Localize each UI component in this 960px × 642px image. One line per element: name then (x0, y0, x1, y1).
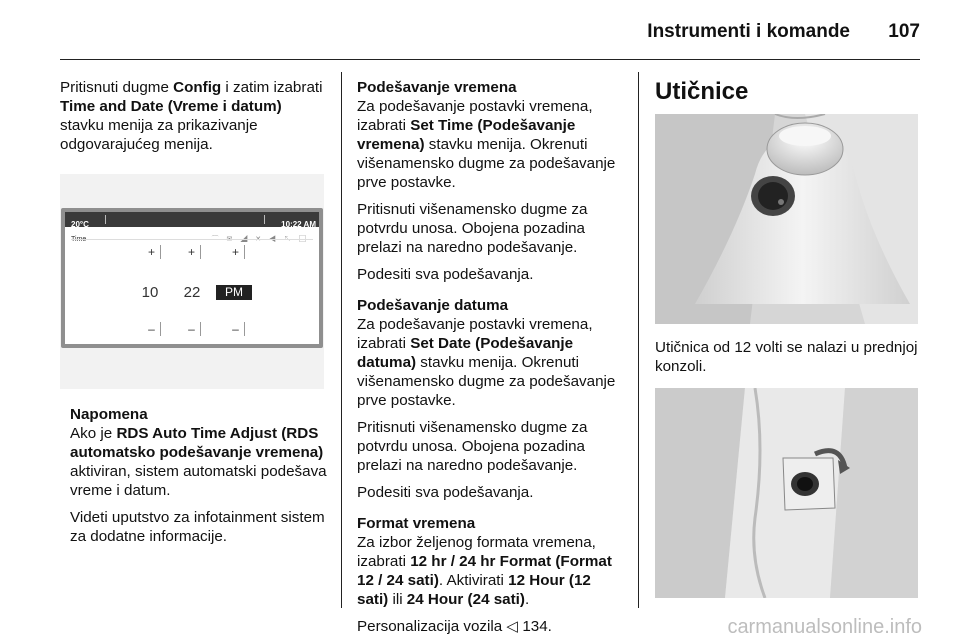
temperature-readout: 20°C (71, 220, 89, 229)
page-number: 107 (888, 21, 920, 42)
paragraph: Za podešavanje postavki vremena, izabrati Set Time (Podešavanje vremena) stavku menija. Okrenuti višenamensko dugme za podešavanje prve postavke. (357, 98, 616, 191)
note-title: Napomena (70, 406, 148, 423)
set-time-term: Set Time (Podešavanje vremena) (357, 117, 576, 153)
rear-outlet-photo (655, 388, 918, 598)
screen-bezel (61, 208, 323, 348)
rds-term: RDS Auto Time Adjust (RDS automatsko podešavanje vremena) (70, 425, 324, 461)
paragraph: Pritisnuti višenamensko dugme za potvrdu unosa. Obojena pozadina prelazi na naredno podešavanje. (357, 419, 588, 474)
minute-plus-button: + (183, 245, 201, 259)
ampm-minus-button: – (227, 322, 245, 336)
page-reference-arrow-icon: ◁ (506, 618, 519, 635)
page-header (60, 18, 920, 58)
section-heading: Format vremena (357, 515, 476, 532)
outlet-caption: Utičnica od 12 volti se nalazi u prednjoj konzoli. (655, 339, 918, 375)
paragraph: Pritisnuti višenamensko dugme za potvrdu unosa. Obojena pozadina prelazi na naredno podešavanje. (357, 201, 588, 256)
section-heading: Podešavanje datuma (357, 297, 509, 314)
hour-minus-button: – (143, 322, 161, 336)
paragraph: Podesiti sva podešavanja. (357, 266, 534, 283)
ampm-value: PM (216, 285, 252, 300)
paragraph: Podesiti sva podešavanja. (357, 484, 534, 501)
watermark: carmanualsonline.info (727, 616, 922, 638)
screen-divider (71, 239, 313, 240)
screen-display (65, 212, 319, 344)
format-term: 12 hr / 24 hr Format (Format 12 / 24 sati) (357, 553, 612, 589)
12-hour-term: 12 Hour (12 sati) (357, 572, 591, 608)
intro-paragraph: Pritisnuti dugme Config i zatim izabrati Time and Date (Vreme i datum) stavku menija za prikazivanje odgovarajućeg menija. (60, 79, 323, 153)
hour-value: 10 (141, 284, 159, 301)
header-title: Instrumenti i komande (647, 21, 850, 42)
section-time (357, 78, 625, 284)
cross-reference: Personalizacija vozila ◁ 134. (357, 618, 552, 635)
minute-minus-button: – (183, 322, 201, 336)
time-date-term: Time and Date (Vreme i datum) (60, 98, 282, 115)
24-hour-term: 24 Hour (24 sati) (406, 591, 525, 608)
column-3 (655, 78, 923, 598)
column-1 (60, 78, 328, 554)
infotainment-screen-figure (60, 174, 324, 389)
header-rule (60, 59, 920, 60)
column-2 (357, 78, 625, 642)
note-paragraph-2: Videti uputstvo za infotainment sistem za dodatne informacije. (70, 509, 325, 545)
hour-plus-button: + (143, 245, 161, 259)
section-heading-large: Utičnice (655, 78, 749, 105)
note-paragraph: Ako je RDS Auto Time Adjust (RDS automatsko podešavanje vremena) aktiviran, sistem automatski podešava vreme i datum. (70, 425, 327, 499)
ampm-plus-button: + (227, 245, 245, 259)
paragraph: Za izbor željenog formata vremena, izabrati 12 hr / 24 hr Format (Format 12 / 24 sati). Aktivirati 12 Hour (12 sati) ili 24 Hour (24 sati). (357, 534, 612, 608)
status-bar (65, 212, 319, 227)
note-block (60, 405, 328, 546)
set-date-term: Set Date (Podešavanje datuma) (357, 335, 574, 371)
section-date (357, 296, 625, 502)
clock-readout: 10:22 AM (281, 220, 316, 229)
minute-value: 22 (183, 284, 201, 301)
column-divider-1 (341, 72, 342, 608)
paragraph: Za podešavanje postavki vremena, izabrati Set Date (Podešavanje datuma) stavku menija. Okrenuti višenamensko dugme za podešavanje prve postavke. (357, 316, 616, 409)
column-divider-2 (638, 72, 639, 608)
status-bar-separator (264, 215, 265, 224)
status-bar-separator (105, 215, 106, 224)
console-outlet-photo (655, 114, 918, 324)
section-heading: Podešavanje vremena (357, 79, 517, 96)
section-format (357, 514, 625, 636)
config-term: Config (173, 79, 222, 96)
